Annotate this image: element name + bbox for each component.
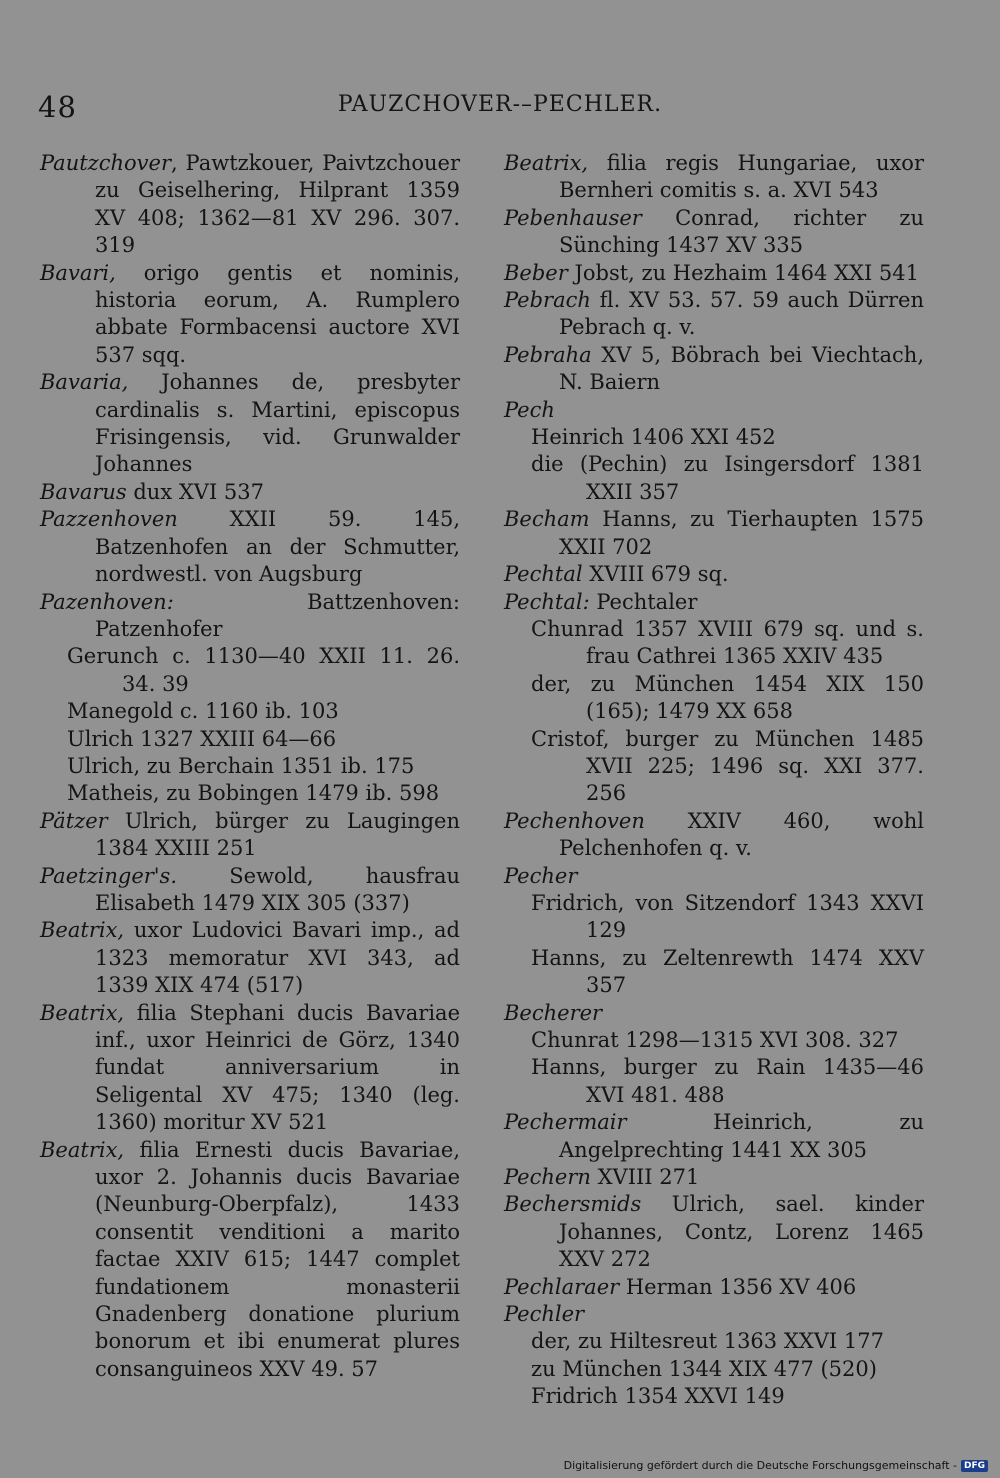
entry-subentry: der, zu Hiltesreut 1363 XXVI 177 bbox=[531, 1329, 884, 1354]
entry-text: filia Ernesti ducis Bavariae, uxor 2. Johannis ducis Bavariae (Neunburg-Oberpfalz), 1433 consentit venditioni a marito factae XXIV 615; 1447 complet fundationem monasterii Gnadenberg donatione plurium bonorum et ibi enumerat plures consanguineos XXV 49. 57 bbox=[95, 1137, 460, 1381]
index-entry bbox=[40, 150, 460, 260]
index-entry bbox=[504, 506, 924, 561]
entry-subentry: Manegold c. 1160 ib. 103 bbox=[67, 699, 339, 724]
index-entry bbox=[504, 205, 924, 260]
entry-subentry: zu München 1344 XIX 477 (520) bbox=[531, 1356, 877, 1381]
entry-subentry: Hanns, zu Zeltenrewth 1474 XXV 357 bbox=[531, 945, 924, 998]
index-entry bbox=[40, 589, 460, 644]
entry-headword: Pebrach bbox=[504, 288, 591, 313]
entry-text: Pechtaler bbox=[589, 589, 698, 614]
index-entry bbox=[40, 260, 460, 370]
entry-text: Ulrich, bürger zu Laugingen 1384 XXIII 251 bbox=[95, 808, 460, 861]
entry-headword: Beatrix, bbox=[40, 1137, 125, 1162]
entry-text: Hanns, zu Tierhaupten 1575 XXII 702 bbox=[559, 507, 924, 559]
entry-text: XVIII 271 bbox=[590, 1165, 700, 1190]
index-entry bbox=[40, 863, 460, 918]
entry-headword: Pebenhauser bbox=[504, 205, 642, 230]
index-entry bbox=[504, 561, 924, 588]
page-number: 48 bbox=[38, 90, 77, 124]
dfg-logo: DFG bbox=[961, 1460, 988, 1472]
entry-headword: Pechlaraer bbox=[504, 1274, 620, 1299]
index-entry bbox=[40, 506, 460, 588]
index-entry bbox=[504, 863, 924, 890]
entry-headword: Pechtal: bbox=[504, 589, 590, 614]
entry-text: Sewold, hausfrau Elisabeth 1479 XIX 305 (337) bbox=[95, 863, 460, 915]
entry-text: fl. XV 53. 57. 59 auch Dürren Pebrach q. v. bbox=[559, 288, 924, 340]
entry-headword: Pech bbox=[504, 397, 555, 422]
entry-headword: Becham bbox=[504, 507, 590, 532]
footer-credit: Digitalisierung gefördert durch die Deutsche Forschungsgemeinschaft - bbox=[563, 1459, 957, 1472]
index-entry bbox=[40, 479, 460, 506]
index-entry bbox=[504, 397, 924, 424]
index-entry bbox=[504, 1274, 924, 1301]
entry-subentry: Matheis, zu Bobingen 1479 ib. 598 bbox=[67, 781, 440, 806]
entry-text: XXIV 460, wohl Pelchenhofen q. v. bbox=[559, 808, 924, 861]
entry-text: dux XVI 537 bbox=[126, 479, 265, 504]
entry-subentry: Fridrich 1354 XXVI 149 bbox=[531, 1384, 785, 1409]
entry-headword: Pechler bbox=[504, 1302, 585, 1327]
index-entry bbox=[504, 287, 924, 342]
entry-text: Battzenhoven: Patzenhofer bbox=[95, 589, 460, 641]
index-entry bbox=[504, 260, 924, 287]
entry-headword: Bavaria, bbox=[40, 370, 129, 395]
entry-text: filia Stephani ducis Bavariae inf., uxor Heinrici de Görz, 1340 fundat anniversarium in Seligental XV 475; 1340 (leg. 1360) moritur XV 521 bbox=[95, 1000, 460, 1135]
entry-text: Jobst, zu Hezhaim 1464 XXI 541 bbox=[567, 260, 920, 285]
index-entry bbox=[40, 917, 460, 999]
entry-subentry: Fridrich, von Sitzendorf 1343 XXVI 129 bbox=[531, 890, 924, 943]
entry-subentry: der, zu München 1454 XIX 150 (165); 1479 XX 658 bbox=[531, 671, 924, 724]
footer bbox=[564, 1459, 988, 1472]
index-entry bbox=[504, 1109, 924, 1164]
entry-text: origo gentis et nominis, historia eorum, A. Rumplero abbate Formbacensi auctore XVI 537 sqq. bbox=[95, 260, 460, 367]
entry-subentry: Heinrich 1406 XXI 452 bbox=[531, 425, 776, 450]
entry-subentry: Cristof, burger zu München 1485 XVII 225; 1496 sq. XXI 377. 256 bbox=[531, 726, 924, 806]
entry-text: , Pawtzkouer, Paivtzchouer zu Geiselhering, Hilprant 1359 XV 408; 1362—81 XV 296. 307. 319 bbox=[95, 151, 460, 258]
index-entry bbox=[504, 1164, 924, 1191]
entry-headword: Paetzinger's. bbox=[40, 863, 178, 888]
entry-subentry: Chunrad 1357 XVIII 679 sq. und s. frau Cathrei 1365 XXIV 435 bbox=[531, 616, 924, 669]
entry-text: XVIII 679 sq. bbox=[582, 562, 729, 587]
entry-text: filia regis Hungariae, uxor Bernheri comitis s. a. XVI 543 bbox=[559, 151, 924, 203]
entry-headword: Beatrix, bbox=[40, 1000, 125, 1025]
entry-subentry: Ulrich 1327 XXIII 64—66 bbox=[67, 726, 337, 751]
entry-subentry: Ulrich, zu Berchain 1351 ib. 175 bbox=[67, 753, 415, 778]
entry-subentry: Hanns, burger zu Rain 1435—46 XVI 481. 488 bbox=[531, 1055, 924, 1107]
right-column bbox=[504, 150, 924, 1411]
entry-headword: Pazenhoven: bbox=[40, 589, 174, 614]
index-entry bbox=[504, 1000, 924, 1027]
entry-subentry: Gerunch c. 1130—40 XXII 11. 26. 34. 39 bbox=[67, 644, 460, 696]
entry-headword: Pechern bbox=[504, 1165, 591, 1190]
index-entry bbox=[504, 589, 924, 616]
entry-headword: Pazzenhoven bbox=[40, 507, 178, 532]
index-entry bbox=[504, 150, 924, 205]
entry-headword: Beatrix, bbox=[504, 151, 589, 175]
entry-text: uxor Ludovici Bavari imp., ad 1323 memoratur XVI 343, ad 1339 XIX 474 (517) bbox=[95, 918, 460, 998]
entry-text: XXII 59. 145, Batzenhofen an der Schmutter, nordwestl. von Augsburg bbox=[95, 507, 460, 587]
entry-headword: Bavari, bbox=[40, 260, 116, 285]
entry-headword: Bechersmids bbox=[504, 1192, 642, 1217]
entry-text: Conrad, richter zu Sünching 1437 XV 335 bbox=[559, 205, 924, 258]
index-entry bbox=[504, 342, 924, 397]
index-entry bbox=[40, 369, 460, 479]
left-column bbox=[40, 150, 460, 1383]
entry-headword: Beber bbox=[504, 260, 568, 285]
entry-headword: Becherer bbox=[504, 1000, 603, 1025]
entry-subentry: die (Pechin) zu Isingersdorf 1381 XXII 357 bbox=[531, 452, 924, 504]
entry-headword: Pätzer bbox=[40, 808, 108, 833]
entry-text: Johannes de, presbyter cardinalis s. Martini, episcopus Frisingensis, vid. Grunwalder Johannes bbox=[95, 370, 460, 477]
running-title: PAUZCHOVER-–PECHLER. bbox=[337, 92, 663, 117]
entry-headword: Pechermair bbox=[504, 1110, 627, 1135]
entry-text: Ulrich, sael. kinder Johannes, Contz, Lorenz 1465 XXV 272 bbox=[559, 1192, 924, 1272]
index-entry bbox=[40, 808, 460, 863]
entry-headword: Bavarus bbox=[40, 479, 127, 504]
entry-headword: Pautzchover bbox=[40, 151, 171, 175]
entry-headword: Pechenhoven bbox=[504, 808, 645, 833]
entry-headword: Pechtal bbox=[504, 562, 583, 587]
entry-headword: Pecher bbox=[504, 863, 578, 888]
index-entry bbox=[504, 808, 924, 863]
index-entry bbox=[504, 1301, 924, 1328]
entry-subentry: Chunrat 1298—1315 XVI 308. 327 bbox=[531, 1028, 899, 1052]
entry-text: Heinrich, zu Angelprechting 1441 XX 305 bbox=[559, 1110, 924, 1162]
entry-text: XV 5, Böbrach bei Viechtach, N. Baiern bbox=[559, 342, 924, 395]
index-entry bbox=[40, 1000, 460, 1137]
entry-headword: Beatrix, bbox=[40, 918, 125, 943]
index-entry bbox=[504, 1191, 924, 1273]
entry-headword: Pebraha bbox=[504, 342, 592, 367]
entry-text: Herman 1356 XV 406 bbox=[619, 1274, 857, 1299]
index-entry bbox=[40, 1137, 460, 1384]
